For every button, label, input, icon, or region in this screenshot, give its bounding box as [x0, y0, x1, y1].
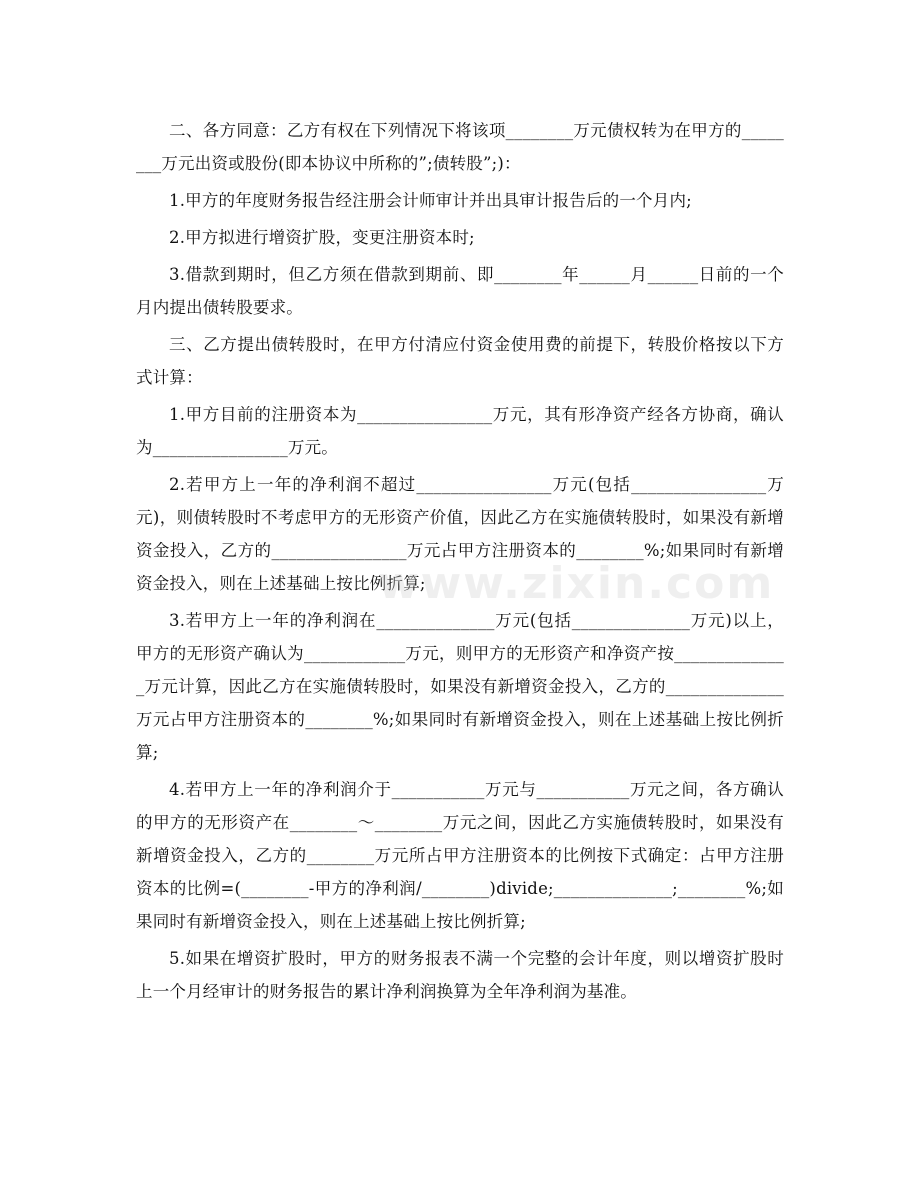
watermark-text: www.zixin.com [378, 558, 775, 609]
paragraph-condition-capital-increase: 2.甲方拟进行增资扩股，变更注册资本时; [169, 228, 475, 247]
paragraph-registered-capital: 1.甲方目前的注册资本为________________万元，其有形净资产经各方协商，确认为________________万元。 [136, 405, 784, 457]
paragraph-incomplete-fiscal-year: 5.如果在增资扩股时，甲方的财务报表不满一个完整的会计年度，则以增资扩股时上一个月经审计的财务报告的累计净利润换算为全年净利润为基准。 [136, 949, 784, 1001]
paragraph-profit-below: 2.若甲方上一年的净利润不超过________________万元(包括________________万元)，则债转股时不考虑甲方的无形资产价值，因此乙方在实施债转股时，如果没有新增资金投入，乙方的________________万元占甲方注册资本的________%;如果同时有新增资金投入，则在上述基础上按比例折算; [136, 475, 784, 593]
paragraph-conversion-price: 三、乙方提出债转股时，在甲方付清应付资金使用费的前提下，转股价格按以下方式计算： [136, 335, 784, 387]
paragraph-agreement-conversion: 二、各方同意：乙方有权在下列情况下将该项________万元债权转为在甲方的________万元出资或股份(即本协议中所称的”;债转股”;)： [136, 121, 784, 173]
paragraph-profit-above: 3.若甲方上一年的净利润在______________万元(包括______________万元)以上，甲方的无形资产确认为____________万元，则甲方的无形资产和净资产按______________万元计算，因此乙方在实施债转股时，如果没有新增资金投入，乙方的______________万元占甲方注册资本的________%;如果同时有新增资金投入，则在上述基础上按比例折算; [136, 611, 784, 762]
paragraph-condition-loan-maturity: 3.借款到期时，但乙方须在借款到期前、即________年______月______日前的一个月内提出债转股要求。 [136, 265, 784, 317]
document-body [136, 114, 784, 1012]
paragraph-condition-audit: 1.甲方的年度财务报告经注册会计师审计并出具审计报告后的一个月内; [169, 191, 692, 210]
paragraph-profit-between: 4.若甲方上一年的净利润介于___________万元与___________万元之间，各方确认的甲方的无形资产在________～________万元之间，因此乙方实施债转股时，如果没有新增资金投入，乙方的________万元所占甲方注册资本的比例按下式确定：占甲方注册资本的比例=(________-甲方的净利润/________)divide;______________;________%;如果同时有新增资金投入，则在上述基础上按比例折算; [136, 780, 784, 931]
